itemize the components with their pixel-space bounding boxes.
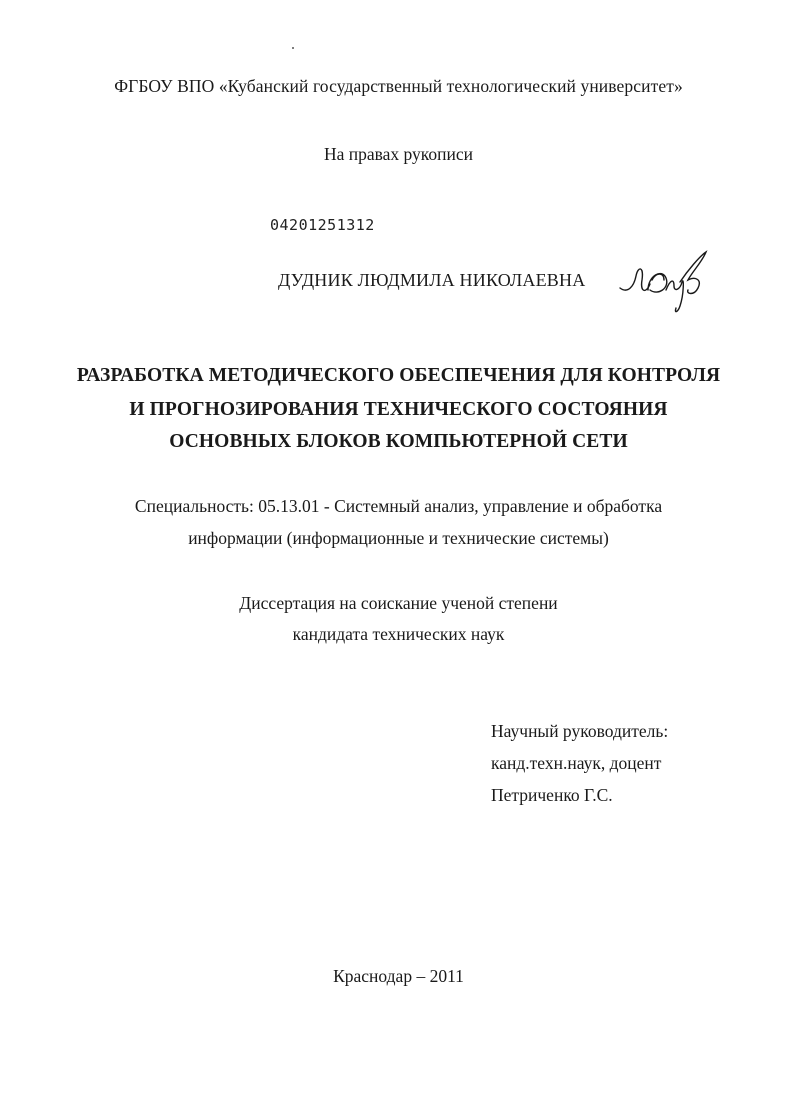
specialty-line-2: информации (информационные и технические системы) <box>188 528 609 548</box>
organization-name: ФГБОУ ВПО «Кубанский государственный технологический университет» <box>114 76 683 96</box>
dissertation-degree-line-2: кандидата технических наук <box>292 624 505 644</box>
dissertation-title-line-2: И ПРОГНОЗИРОВАНИЯ ТЕХНИЧЕСКОГО СОСТОЯНИЯ <box>129 399 668 420</box>
supervisor-degree: канд.техн.наук, доцент <box>491 753 662 773</box>
dissertation-title-line-3: ОСНОВНЫХ БЛОКОВ КОМПЬЮТЕРНОЙ СЕТИ <box>169 431 628 452</box>
registration-code: 04201251312 <box>270 216 375 234</box>
author-name: ДУДНИК ЛЮДМИЛА НИКОЛАЕВНА <box>278 270 586 290</box>
city-year: Краснодар – 2011 <box>333 966 464 986</box>
supervisor-label: Научный руководитель: <box>491 721 669 741</box>
specialty-line-1: Специальность: 05.13.01 - Системный анализ, управление и обработка <box>134 496 663 516</box>
scan-speck <box>292 47 294 49</box>
manuscript-rights-label: На правах рукописи <box>323 144 474 164</box>
author-signature <box>618 250 716 316</box>
dissertation-title-line-1: РАЗРАБОТКА МЕТОДИЧЕСКОГО ОБЕСПЕЧЕНИЯ ДЛЯ КОНТРОЛЯ <box>76 365 721 386</box>
dissertation-degree-line-1: Диссертация на соискание ученой степени <box>239 593 558 613</box>
supervisor-name: Петриченко Г.С. <box>491 785 613 805</box>
